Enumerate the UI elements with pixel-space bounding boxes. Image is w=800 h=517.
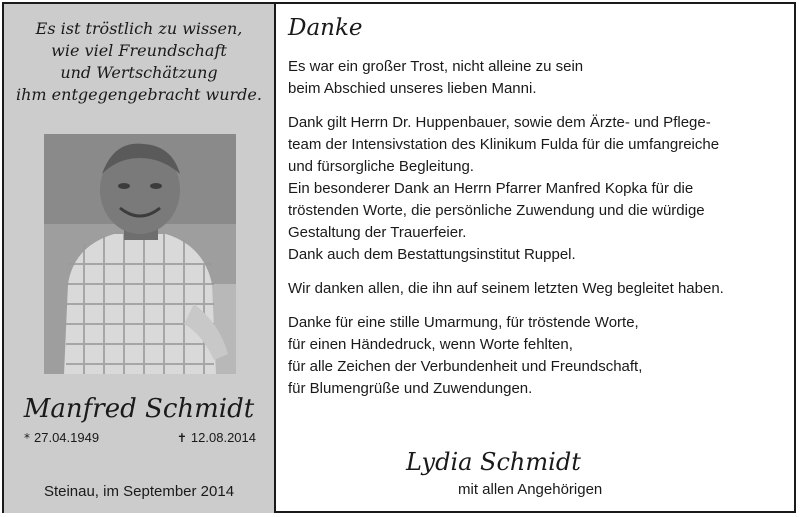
thank-you-text: [286, 14, 790, 412]
text-line: Gestaltung der Trauerfeier.: [288, 224, 467, 241]
quote-line: Es ist tröstlich zu wissen,: [35, 19, 243, 38]
signature-subtitle: mit allen Angehörigen: [458, 481, 603, 498]
signature-name: Lydia Schmidt: [406, 448, 581, 476]
birth-date-group: [24, 430, 99, 445]
text-line: Dank gilt Herrn Dr. Huppenbauer, sowie dem Ärzte- und Pflege-: [288, 114, 711, 131]
text-line: Wir danken allen, die ihn auf seinem letzten Weg begleitet haben.: [288, 280, 724, 297]
paragraph: [288, 312, 790, 400]
thanks-heading: Danke: [288, 15, 363, 41]
text-line: für alle Zeichen der Verbundenheit und Freundschaft,: [288, 358, 643, 375]
death-date: 12.08.2014: [190, 430, 256, 445]
text-line: beim Abschied unseres lieben Manni.: [288, 80, 537, 97]
text-line: Dank auch dem Bestattungsinstitut Ruppel.: [288, 246, 576, 263]
paragraph: [288, 112, 790, 266]
panel-divider: [274, 4, 276, 513]
text-line: und fürsorgliche Begleitung.: [288, 158, 474, 175]
text-line: team der Intensivstation des Klinikum Fulda für die umfangreiche: [288, 136, 720, 153]
deceased-name: Manfred Schmidt: [23, 394, 255, 424]
quote-line: wie viel Freundschaft: [51, 41, 227, 60]
paragraph: [288, 56, 790, 100]
text-line: für Blumengrüße und Zuwendungen.: [288, 380, 533, 397]
death-cross-icon: ✝: [176, 431, 187, 445]
death-date-group: [177, 430, 256, 445]
memorial-quote: [4, 18, 274, 106]
birth-star-icon: *: [24, 431, 30, 445]
text-line: Es war ein großer Trost, nicht alleine zu sein: [288, 58, 584, 75]
place-and-date: Steinau, im September 2014: [43, 483, 235, 500]
quote-line: und Wertschätzung: [60, 63, 218, 82]
paragraph: [288, 278, 790, 300]
text-line: tröstenden Worte, die persönliche Zuwendung und die würdige: [288, 202, 705, 219]
portrait-photo: [44, 134, 236, 374]
text-line: Danke für eine stille Umarmung, für tröstende Worte,: [288, 314, 639, 331]
quote-line: ihm entgegengebracht wurde.: [16, 85, 262, 104]
text-line: für einen Händedruck, wenn Worte fehlten,: [288, 336, 573, 353]
text-line: Ein besonderer Dank an Herrn Pfarrer Manfred Kopka für die: [288, 180, 694, 197]
birth-date: 27.04.1949: [34, 430, 100, 445]
